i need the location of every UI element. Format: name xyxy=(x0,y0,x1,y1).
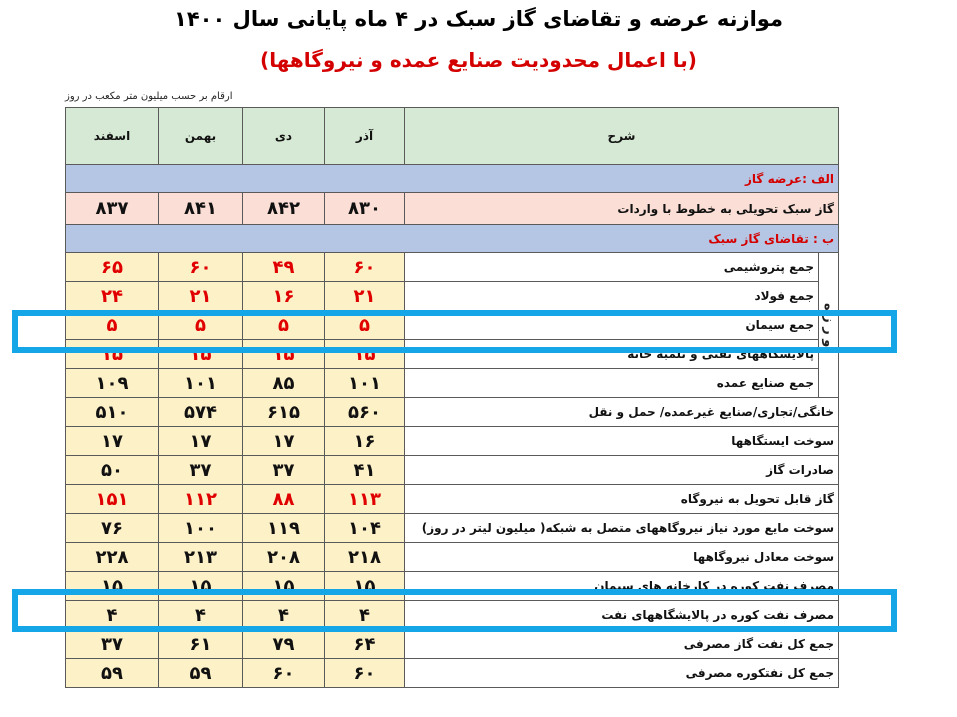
value-cell: ۵ xyxy=(243,311,325,340)
value-cell: ۵۶۰ xyxy=(325,398,405,427)
row-label: جمع کل نفت گاز مصرفی xyxy=(405,630,839,659)
value-cell: ۶۴ xyxy=(325,630,405,659)
value-cell: ۱۵ xyxy=(325,572,405,601)
value-cell: ۶۱۵ xyxy=(243,398,325,427)
value-cell: ۴۹ xyxy=(243,253,325,282)
row-label: جمع فولاد xyxy=(405,282,819,311)
row-label: جمع پتروشیمی xyxy=(405,253,819,282)
value-cell: ۱۵ xyxy=(66,572,159,601)
header-month-azar: آذر xyxy=(325,108,405,165)
value-cell: ۳۷ xyxy=(243,456,325,485)
row-label: خانگی/تجاری/صنایع غیرعمده/ حمل و نقل xyxy=(405,398,839,427)
value-cell: ۱۱۹ xyxy=(243,514,325,543)
section-row-supply xyxy=(66,165,839,193)
value-cell: ۱۵ xyxy=(325,340,405,369)
row-label: مصرف نفت کوره در کارخانه های سیمان xyxy=(405,572,839,601)
value-cell: ۱۵ xyxy=(66,340,159,369)
row-label: سوخت معادل نیروگاهها xyxy=(405,543,839,572)
value-cell: ۷۹ xyxy=(243,630,325,659)
value-cell: ۸۳۷ xyxy=(66,193,159,225)
row-label: گاز قابل تحویل به نیروگاه xyxy=(405,485,839,514)
row-label: مصرف نفت کوره در پالایشگاههای نفت xyxy=(405,601,839,630)
value-cell: ۶۰ xyxy=(325,659,405,688)
table-row xyxy=(66,601,839,630)
value-cell: ۲۰۸ xyxy=(243,543,325,572)
table-row xyxy=(66,456,839,485)
row-label: جمع سیمان xyxy=(405,311,819,340)
value-cell: ۱۰۱ xyxy=(325,369,405,398)
value-cell: ۱۵ xyxy=(159,340,243,369)
value-cell: ۴ xyxy=(66,601,159,630)
balance-table xyxy=(65,107,839,688)
row-label: پالایشگاههای نفتی و تلمبه خانه xyxy=(405,340,819,369)
row-label: گاز سبک تحویلی به خطوط با واردات xyxy=(405,193,839,225)
value-cell: ۴ xyxy=(159,601,243,630)
table-row xyxy=(66,340,839,369)
row-label: سوخت مایع مورد نیاز نیروگاههای متصل به شبکه( میلیون لیتر در روز) xyxy=(405,514,839,543)
value-cell: ۶۱ xyxy=(159,630,243,659)
header-month-esfand: اسفند xyxy=(66,108,159,165)
value-cell: ۲۲۸ xyxy=(66,543,159,572)
value-cell: ۱۰۹ xyxy=(66,369,159,398)
value-cell: ۳۷ xyxy=(159,456,243,485)
value-cell: ۸۴۲ xyxy=(243,193,325,225)
value-cell: ۱۷ xyxy=(66,427,159,456)
value-cell: ۲۱ xyxy=(159,282,243,311)
table-row xyxy=(66,659,839,688)
table-row xyxy=(66,485,839,514)
value-cell: ۱۱۳ xyxy=(325,485,405,514)
value-cell: ۵۹ xyxy=(66,659,159,688)
page-subtitle: (با اعمال محدودیت صنایع عمده و نیروگاهها) xyxy=(260,48,697,72)
value-cell: ۳۷ xyxy=(66,630,159,659)
table-row xyxy=(66,543,839,572)
table-row xyxy=(66,193,839,225)
value-cell: ۴ xyxy=(325,601,405,630)
value-cell: ۸۴۱ xyxy=(159,193,243,225)
value-cell: ۵ xyxy=(325,311,405,340)
value-cell: ۲۴ xyxy=(66,282,159,311)
value-cell: ۵۰ xyxy=(66,456,159,485)
table-row xyxy=(66,369,839,398)
value-cell: ۵ xyxy=(159,311,243,340)
header-month-dey: دی xyxy=(243,108,325,165)
value-cell: ۱۰۴ xyxy=(325,514,405,543)
value-cell: ۵۷۴ xyxy=(159,398,243,427)
value-cell: ۵ xyxy=(66,311,159,340)
section-label-supply: الف :عرضه گاز xyxy=(66,165,839,193)
value-cell: ۷۶ xyxy=(66,514,159,543)
page-title: موازنه عرضه و تقاضای گاز سبک در ۴ ماه پایانی سال ۱۴۰۰ xyxy=(174,7,783,31)
table-row xyxy=(66,514,839,543)
value-cell: ۱۵ xyxy=(243,340,325,369)
header-row xyxy=(66,108,839,165)
value-cell: ۴۱ xyxy=(325,456,405,485)
value-cell: ۶۰ xyxy=(159,253,243,282)
row-label: جمع کل نفتکوره مصرفی xyxy=(405,659,839,688)
value-cell: ۶۰ xyxy=(325,253,405,282)
table-row xyxy=(66,282,839,311)
value-cell: ۱۵ xyxy=(243,572,325,601)
unit-note: ارقام بر حسب میلیون متر مکعب در روز xyxy=(65,91,233,102)
value-cell: ۸۵ xyxy=(243,369,325,398)
value-cell: ۱۷ xyxy=(243,427,325,456)
row-label: جمع صنایع عمده xyxy=(405,369,819,398)
value-cell: ۲۱۸ xyxy=(325,543,405,572)
value-cell: ۶۵ xyxy=(66,253,159,282)
table-row xyxy=(66,398,839,427)
section-label-demand: ب : تقاضای گاز سبک xyxy=(66,225,839,253)
value-cell: ۸۸ xyxy=(243,485,325,514)
value-cell: ۱۷ xyxy=(159,427,243,456)
value-cell: ۵۱۰ xyxy=(66,398,159,427)
value-cell: ۴ xyxy=(243,601,325,630)
value-cell: ۶۰ xyxy=(243,659,325,688)
table-row xyxy=(66,253,839,282)
table-row xyxy=(66,427,839,456)
value-cell: ۲۱ xyxy=(325,282,405,311)
header-month-bahman: بهمن xyxy=(159,108,243,165)
value-cell: ۱۰۱ xyxy=(159,369,243,398)
row-label: سوخت ایستگاهها xyxy=(405,427,839,456)
value-cell: ۱۱۲ xyxy=(159,485,243,514)
table-row xyxy=(66,630,839,659)
section-row-demand xyxy=(66,225,839,253)
value-cell: ۲۱۳ xyxy=(159,543,243,572)
value-cell: ۱۶ xyxy=(243,282,325,311)
value-cell: ۱۰۰ xyxy=(159,514,243,543)
table-row xyxy=(66,311,839,340)
value-cell: ۸۳۰ xyxy=(325,193,405,225)
value-cell: ۱۵۱ xyxy=(66,485,159,514)
table-row xyxy=(66,572,839,601)
value-cell: ۵۹ xyxy=(159,659,243,688)
group-side-label: و ر ز ه xyxy=(819,253,839,398)
header-description: شرح xyxy=(405,108,839,165)
value-cell: ۱۵ xyxy=(159,572,243,601)
row-label: صادرات گاز xyxy=(405,456,839,485)
value-cell: ۱۶ xyxy=(325,427,405,456)
